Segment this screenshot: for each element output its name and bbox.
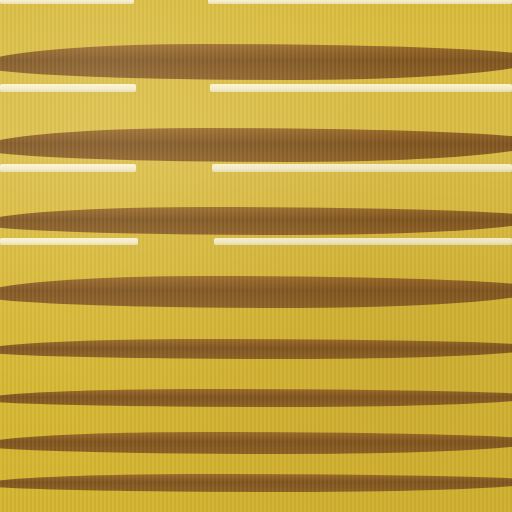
brown-stripe: [0, 44, 512, 80]
brown-stripe: [0, 474, 512, 492]
brown-stripe: [0, 339, 512, 359]
cream-highlight-left: [0, 0, 134, 4]
brown-stripe: [0, 276, 512, 308]
brown-stripe: [0, 207, 512, 235]
cream-highlight-right: [210, 84, 512, 92]
brown-stripe: [0, 389, 512, 407]
cream-highlight-right: [208, 0, 512, 4]
cream-highlight-right: [212, 164, 512, 172]
brown-stripe: [0, 128, 512, 162]
cream-highlight-right: [214, 238, 512, 245]
brown-stripe: [0, 432, 512, 454]
cream-highlight-left: [0, 238, 138, 245]
cream-highlight-left: [0, 164, 136, 172]
cream-highlight-left: [0, 84, 136, 92]
